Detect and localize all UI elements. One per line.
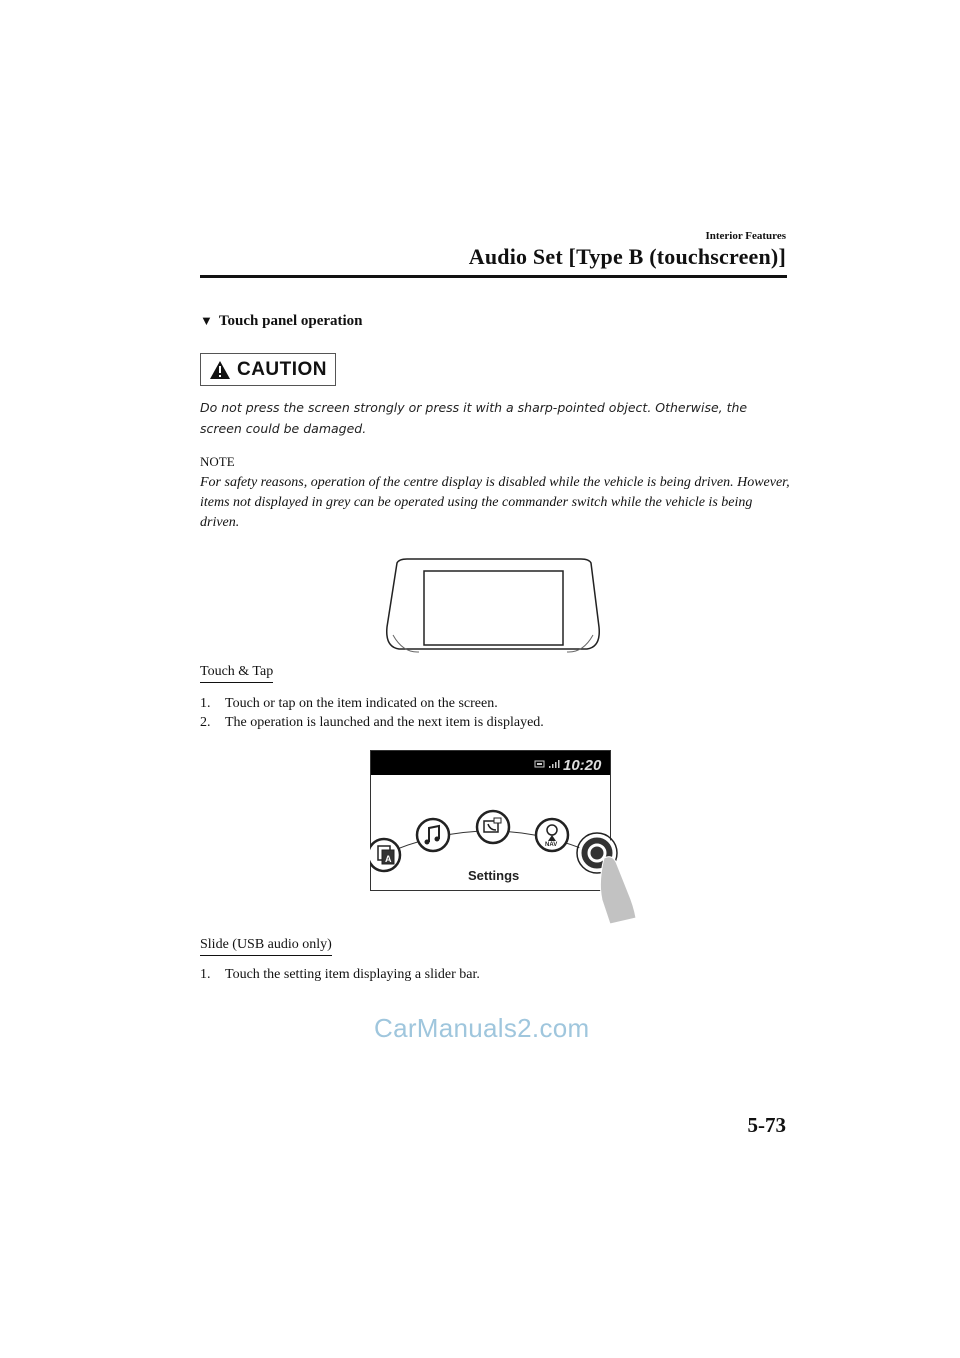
header-rule bbox=[200, 275, 787, 278]
step-number: 2. bbox=[200, 715, 211, 730]
subsection-title: Touch panel operation bbox=[218, 313, 363, 329]
slide-heading: Slide (USB audio only) bbox=[200, 937, 332, 956]
section-label: Interior Features bbox=[705, 230, 786, 242]
step-text: Touch or tap on the item indicated on the screen. bbox=[225, 696, 498, 711]
selected-item-label: Settings bbox=[468, 868, 520, 883]
caution-text: Do not press the screen strongly or press it with a sharp-pointed object. Otherwise, the screen could be damaged. bbox=[200, 400, 748, 436]
applications-icon bbox=[370, 839, 400, 871]
navigation-icon bbox=[536, 819, 568, 851]
subsection-heading bbox=[200, 313, 363, 330]
caution-box bbox=[200, 353, 336, 386]
chapter-title: Audio Set [Type B (touchscreen)] bbox=[468, 244, 786, 269]
caution-label: CAUTION bbox=[236, 358, 328, 380]
slide-step-1 bbox=[200, 967, 480, 983]
note-label: NOTE bbox=[200, 454, 235, 469]
home-screen-illustration bbox=[370, 750, 645, 925]
step-text: Touch the setting item displaying a slider bar. bbox=[225, 967, 480, 982]
clock-text: 10:20 bbox=[563, 757, 602, 774]
step-text: The operation is launched and the next item is displayed. bbox=[225, 715, 544, 730]
touch-tap-heading: Touch & Tap bbox=[200, 664, 273, 683]
music-icon bbox=[417, 819, 449, 851]
communication-icon bbox=[477, 811, 509, 843]
step-number: 1. bbox=[200, 696, 211, 711]
center-display-illustration bbox=[383, 557, 603, 655]
down-triangle-icon: ▼ bbox=[200, 313, 213, 328]
finger-icon bbox=[600, 857, 636, 924]
touch-tap-step-2 bbox=[200, 715, 544, 731]
watermark: CarManuals2.com bbox=[374, 1013, 590, 1043]
page-number: 5-73 bbox=[747, 1113, 786, 1137]
nav-icon-label: NAV bbox=[545, 842, 558, 848]
apps-icon-letter: A bbox=[385, 854, 392, 864]
note-text: For safety reasons, operation of the centre display is disabled while the vehicle is being driven. However, items not displayed in grey can be operated using the commander switch while the vehicle is being driven. bbox=[200, 475, 790, 530]
warning-icon bbox=[209, 360, 231, 380]
step-number: 1. bbox=[200, 967, 211, 982]
touch-tap-step-1 bbox=[200, 696, 498, 712]
